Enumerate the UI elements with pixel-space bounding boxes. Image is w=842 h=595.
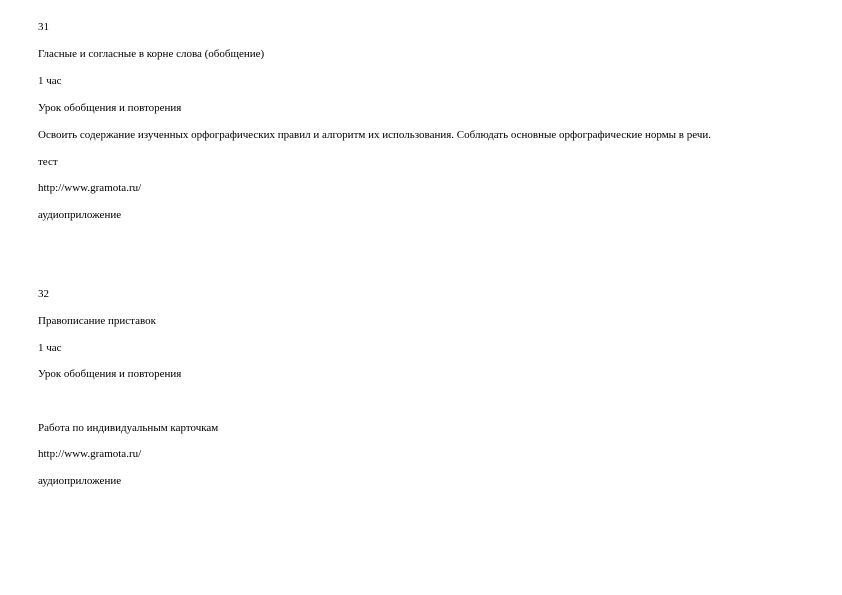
lesson-topic: Правописание приставок	[38, 315, 156, 327]
lesson-control: Работа по индивидуальным карточкам	[38, 422, 219, 434]
lesson-type: Урок обобщения и повторения	[38, 102, 182, 114]
resource-link[interactable]: http://www.gramota.ru/	[38, 448, 142, 460]
resource-link[interactable]: http://www.gramota.ru/	[38, 182, 142, 194]
lesson-number: 31	[38, 21, 49, 33]
lesson-number: 32	[38, 288, 49, 300]
lesson-topic: Гласные и согласные в корне слова (обобщение)	[38, 48, 265, 60]
lesson-goals: Освоить содержание изученных орфографических правил и алгоритм их использования. Соблюдать основные орфографические нормы в речи.	[38, 129, 712, 141]
lesson-control: тест	[38, 156, 58, 168]
lesson-type: Урок обобщения и повторения	[38, 368, 182, 380]
resource-extra: аудиоприложение	[38, 209, 122, 221]
lesson-hours: 1 час	[38, 75, 62, 87]
resource-extra: аудиоприложение	[38, 475, 122, 487]
lesson-hours: 1 час	[38, 342, 62, 354]
